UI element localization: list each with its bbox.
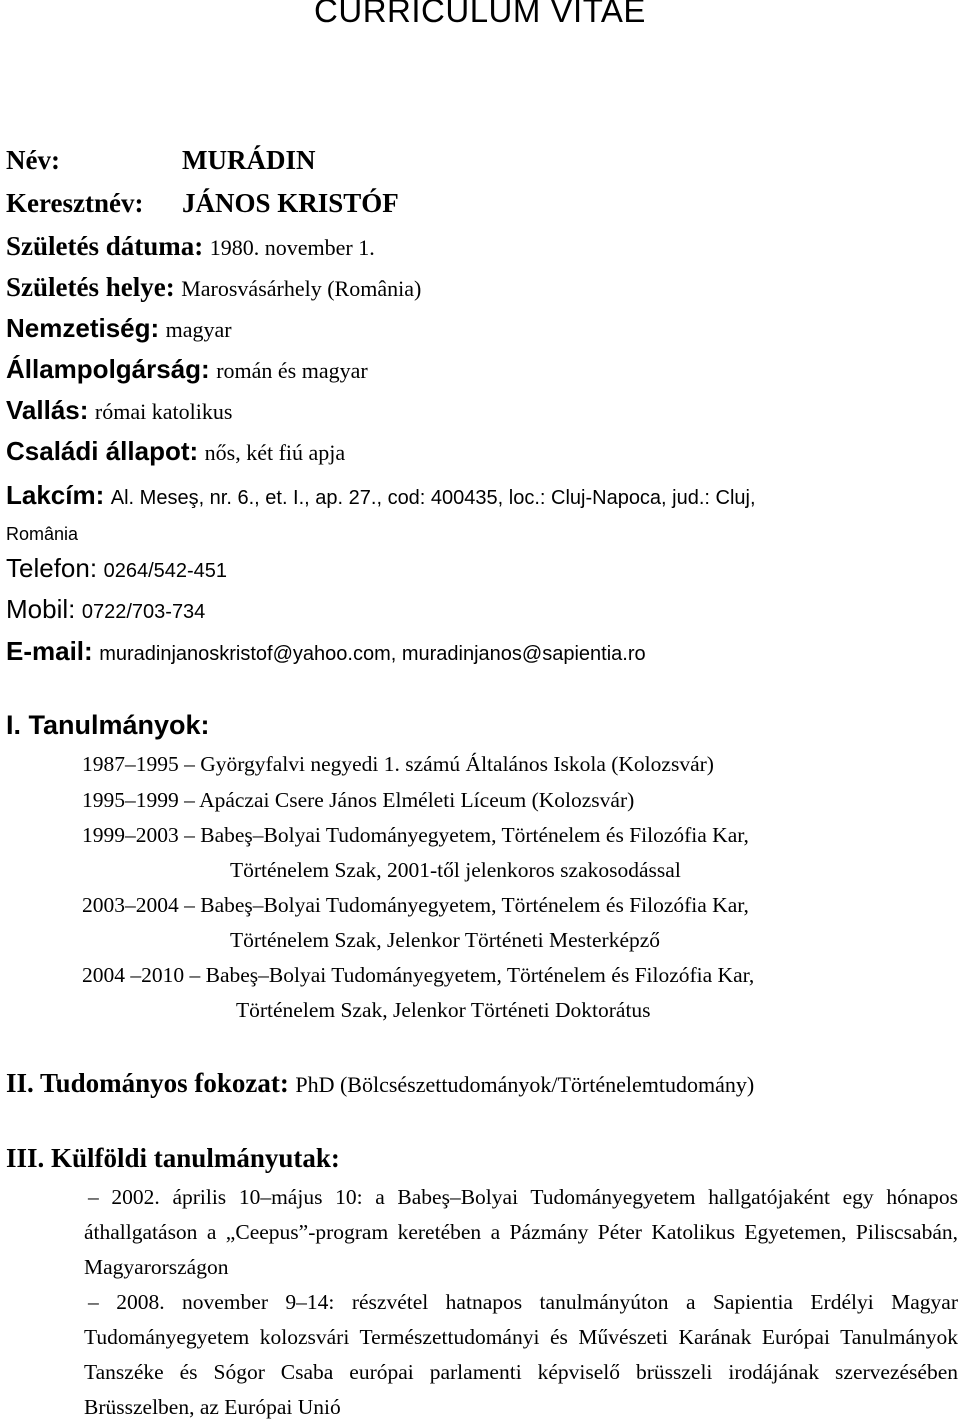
allampolgarsag-value: román és magyar: [216, 358, 368, 383]
telefon-label: Telefon:: [6, 553, 98, 583]
abroad-list: [84, 1180, 958, 1425]
szuletes-helye-row: [6, 272, 421, 304]
nemzetiseg-value: magyar: [165, 317, 232, 342]
szuletes-helye-value: Marosvásárhely (România): [181, 276, 422, 301]
csaladi-allapot-row: [6, 436, 345, 468]
csaladi-allapot-value: nős, két fiú apja: [204, 440, 346, 465]
abroad-item: – 2008. november 9–14: részvétel hatnapos tanulmányúton a Sapientia Erdélyi Magyar Tudományegyetem kolozsvári Természettudományi és Művészeti Karának Európai Tanulmányok Tanszéke és Sógor Csaba európai parlamenti képviselő brüsszeli irodájának szervezésében Brüsszelben, az Európai Unió: [84, 1290, 958, 1419]
degree-row: [6, 1068, 754, 1100]
study-item: 1999–2003 – Babeş–Bolyai Tudományegyetem, Történelem és Filozófia Kar,: [82, 823, 749, 847]
email-value: muradinjanoskristof@yahoo.com, muradinjanos@sapientia.ro: [99, 643, 646, 665]
study-item-continuation: Történelem Szak, Jelenkor Történeti Doktorátus: [236, 998, 651, 1022]
email-label: E-mail:: [6, 636, 93, 666]
study-item-continuation: Történelem Szak, Jelenkor Történeti Mesterképző: [230, 928, 661, 952]
telefon-value: 0264/542-451: [103, 560, 228, 582]
mobil-label: Mobil:: [6, 594, 76, 624]
mobil-row: [6, 594, 205, 627]
study-item: 2003–2004 – Babeş–Bolyai Tudományegyetem, Történelem és Filozófia Kar,: [82, 893, 749, 917]
telefon-row: [6, 553, 227, 586]
keresztnev-row: [6, 188, 399, 219]
lakcim-value-2: România: [6, 524, 79, 544]
vallas-label: Vallás:: [6, 395, 89, 425]
lakcim-value: Al. Meseş, nr. 6., et. I., ap. 27., cod: 400435, loc.: Cluj-Napoca, jud.: Cluj,: [110, 487, 756, 509]
study-item: 1987–1995 – Györgyfalvi negyedi 1. számú Általános Iskola (Kolozsvár): [82, 752, 714, 776]
vallas-row: [6, 395, 232, 427]
vallas-value: római katolikus: [94, 399, 233, 424]
name-row: [6, 145, 315, 176]
keresztnev-value: JÁNOS KRISTÓF: [182, 188, 399, 218]
studies-heading: I. Tanulmányok:: [6, 710, 210, 740]
nev-value: MURÁDIN: [182, 145, 316, 175]
lakcim-row: [6, 480, 756, 513]
lakcim-label: Lakcím:: [6, 480, 105, 510]
page-title: CURRICULUM VITAE: [314, 0, 646, 29]
lakcim-row-2: [6, 517, 78, 549]
study-item-continuation: Történelem Szak, 2001-től jelenkoros szakosodással: [230, 858, 681, 882]
csaladi-allapot-label: Családi állapot:: [6, 436, 199, 466]
szuletes-datuma-row: [6, 231, 375, 263]
szuletes-helye-label: Születés helye:: [6, 272, 175, 302]
nemzetiseg-label: Nemzetiség:: [6, 313, 160, 343]
study-item: 2004 –2010 – Babeş–Bolyai Tudományegyetem, Történelem és Filozófia Kar,: [82, 963, 755, 987]
email-row: [6, 636, 646, 669]
szuletes-datuma-value: 1980. november 1.: [209, 235, 375, 260]
abroad-item: – 2002. április 10–május 10: a Babeş–Bolyai Tudományegyetem hallgatójaként egy hónapos áthallgatáson a „Ceepus”-program keretében a Pázmány Péter Katolikus Egyetemen, Piliscsabán, Magyarországon: [84, 1185, 958, 1279]
degree-value: PhD (Bölcsészettudományok/Történelemtudomány): [295, 1072, 755, 1097]
degree-heading: II. Tudományos fokozat:: [6, 1068, 289, 1098]
allampolgarsag-label: Állampolgárság:: [6, 354, 210, 384]
allampolgarsag-row: [6, 354, 368, 386]
szuletes-datuma-label: Születés dátuma:: [6, 231, 204, 261]
study-item: 1995–1999 – Apáczai Csere János Elméleti Líceum (Kolozsvár): [82, 788, 635, 812]
abroad-heading: III. Külföldi tanulmányutak:: [6, 1143, 340, 1173]
nev-label: Név:: [6, 145, 60, 175]
mobil-value: 0722/703-734: [81, 601, 206, 623]
keresztnev-label: Keresztnév:: [6, 188, 144, 218]
nemzetiseg-row: [6, 313, 232, 345]
